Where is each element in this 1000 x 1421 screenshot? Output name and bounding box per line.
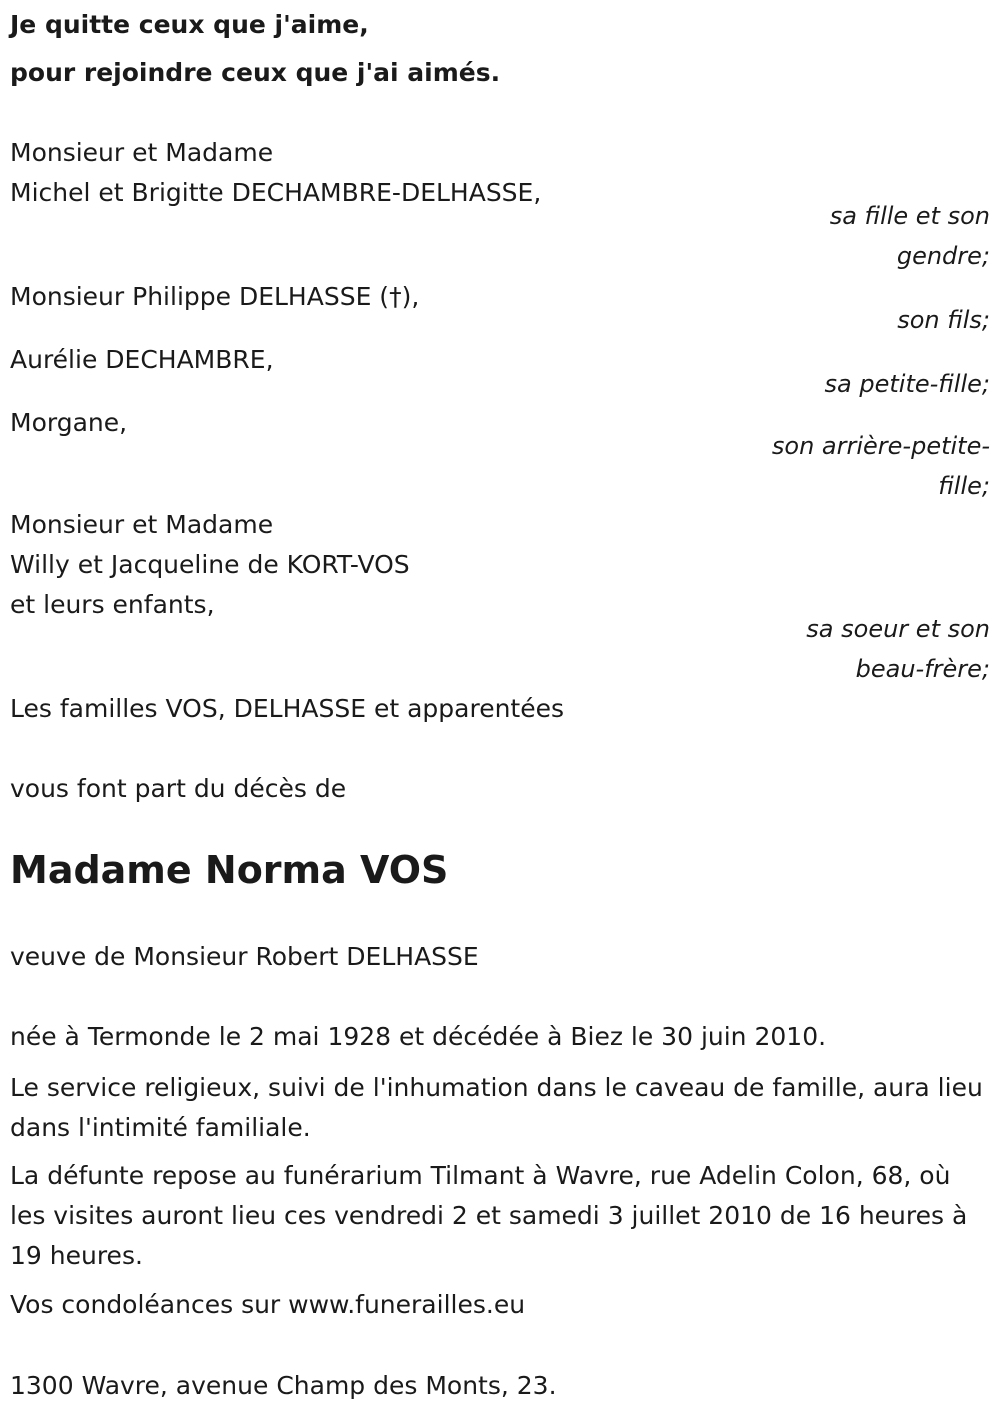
morgane-relation-1: son arrière-petite- (771, 432, 990, 460)
aurelie-name: Aurélie DECHAMBRE, (10, 345, 274, 374)
address: 1300 Wavre, avenue Champ des Monts, 23. (10, 1371, 557, 1400)
service-paragraph: Le service religieux, suivi de l'inhumation dans le caveau de famille, aura lieu dans l'intimité familiale. (10, 1073, 983, 1142)
birth-death: née à Termonde le 2 mai 1928 et décédée à Biez le 30 juin 2010. (10, 1022, 827, 1051)
announcement: vous font part du décès de (10, 774, 347, 803)
deceased-name: Madame Norma VOS (10, 848, 449, 892)
dekort-relation-1: sa soeur et son (806, 615, 990, 643)
dekort-line-2: Willy et Jacqueline de KORT-VOS (10, 550, 410, 579)
dekort-line-1: Monsieur et Madame (10, 510, 274, 539)
dekort-relation-2: beau-frère; (855, 655, 990, 683)
families-line: Les familles VOS, DELHASSE et apparentées (10, 694, 565, 723)
epitaph-line-2: pour rejoindre ceux que j'ai aimés. (10, 58, 501, 87)
visit-paragraph: La défunte repose au funérarium Tilmant à Wavre, rue Adelin Colon, 68, où les visites auront lieu ces vendredi 2 et samedi 3 juillet 2010 de 16 heures à 19 heures. (10, 1161, 968, 1270)
dechambre-relation-2: gendre; (896, 242, 990, 270)
dechambre-line-2: Michel et Brigitte DECHAMBRE-DELHASSE, (10, 178, 542, 207)
widow-of: veuve de Monsieur Robert DELHASSE (10, 942, 479, 971)
dechambre-line-1: Monsieur et Madame (10, 138, 274, 167)
morgane-name: Morgane, (10, 408, 128, 437)
epitaph-line-1: Je quitte ceux que j'aime, (10, 10, 369, 39)
dechambre-relation-1: sa fille et son (829, 202, 990, 230)
condolences: Vos condoléances sur www.funerailles.eu (10, 1290, 526, 1319)
philippe-name: Monsieur Philippe DELHASSE (†), (10, 282, 420, 311)
philippe-relation: son fils; (897, 306, 990, 334)
morgane-relation-2: fille; (938, 472, 990, 500)
dekort-line-3: et leurs enfants, (10, 590, 215, 619)
aurelie-relation: sa petite-fille; (824, 370, 990, 398)
